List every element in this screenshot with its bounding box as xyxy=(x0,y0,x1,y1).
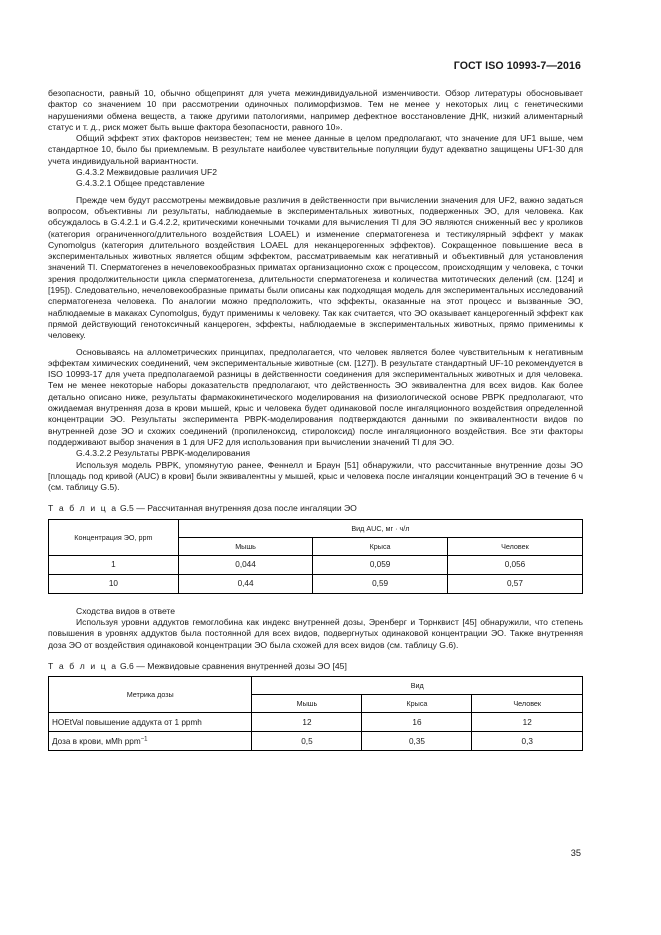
table-header-mouse: Мышь xyxy=(252,695,362,713)
section-heading: G.4.3.2.2 Результаты PBPK-моделирования xyxy=(76,448,251,459)
section-heading: G.4.3.2 Межвидовые различия UF2 xyxy=(76,167,218,178)
table-cell: 0,57 xyxy=(447,574,582,593)
table-cell: 16 xyxy=(362,713,472,732)
document-standard-header: ГОСТ ISO 10993-7—2016 xyxy=(453,60,581,72)
paragraph: безопасности, равный 10, обычно общепринят для учета межиндивидуальной изменчивости. Обзор литературы обосновывает фактор со значением 10 при рассмотрении одиночных полиморфизмов. Тем не менее у некоторых лиц с генетическими нарушениями обмена веществ, а также другими патологиями, например дефектное восстановление ДНК, низкий алиментарный статус и т. д., риск может быть выше фактора безопасности, равного 10». xyxy=(48,88,583,132)
table-cell: 0,056 xyxy=(447,555,582,574)
section-heading: Сходства видов в ответе xyxy=(76,605,176,616)
table-cell: 10 xyxy=(49,574,179,593)
table-caption-title: — Межвидовые сравнения внутренней дозы ЭО [45] xyxy=(136,660,347,671)
table-header-human: Человек xyxy=(472,695,583,713)
table-cell: 12 xyxy=(472,713,583,732)
table-row xyxy=(49,574,583,593)
table-g5 xyxy=(48,519,583,594)
table-caption-number: G.5 xyxy=(119,503,134,514)
table-header-rat: Крыса xyxy=(362,695,472,713)
table-caption-label: Т а б л и ц а xyxy=(48,503,118,514)
table-row xyxy=(49,713,583,732)
table-cell: 0,059 xyxy=(313,555,448,574)
table-cell: 0,59 xyxy=(313,574,448,593)
paragraph: Общий эффект этих факторов неизвестен; тем не менее данные в целом предполагают, что значение для UF1 выше, чем стандартное 10, было бы приемлемым. В результате наиболее чувствительные популяции будут адекватно защищены UF1-30 для учета индивидуальной вариантности. xyxy=(48,133,583,166)
paragraph: Используя уровни аддуктов гемоглобина как индекс внутренней дозы, Эренберг и Торнквист [45] обнаружили, что степень повышения в уровнях аддуктов была постоянной для всех видов, подвергнутых одинаковой концентрации ЭО. Также внутренняя доза ЭО от воздействия одинаковой концентрации ЭО была схожей для всех видов (см. таблицу G.6). xyxy=(48,616,583,650)
table-row xyxy=(49,555,583,574)
table-caption-number: G.6 xyxy=(119,660,134,671)
table-cell: HOEtVal повышение аддукта от 1 ppmh xyxy=(49,713,252,732)
dose-metric-label: Доза в крови, мMh ppm xyxy=(52,736,141,746)
table-caption-title: — Рассчитанная внутренняя доза после ингаляции ЭО xyxy=(136,503,357,514)
exponent: −1 xyxy=(140,735,148,742)
table-caption-label: Т а б л и ц а xyxy=(48,660,118,671)
table-cell: 0,35 xyxy=(362,732,472,751)
table-header-species-auc: Вид AUC, мг · ч/л xyxy=(178,519,582,537)
table-cell: 0,044 xyxy=(178,555,313,574)
table-cell: 0,44 xyxy=(178,574,313,593)
table-caption xyxy=(48,503,583,514)
table-g6 xyxy=(48,676,583,751)
table-caption xyxy=(48,661,583,672)
paragraph: Используя модель PBPK, упомянутую ранее, Феннелл и Браун [51] обнаружили, что рассчитанные внутренние дозы ЭО [площадь под кривой (AUC) в крови] были эквивалентны у мышей, крыс и человека после ингаляции концентраций ЭО в течение 6 ч (см. таблицу G.5). xyxy=(48,459,583,493)
table-row xyxy=(49,732,583,751)
table-header-human: Человек xyxy=(447,537,582,555)
table-header-mouse: Мышь xyxy=(178,537,313,555)
table-cell: 0,3 xyxy=(472,732,583,751)
table-cell: 0,5 xyxy=(252,732,362,751)
section-heading: G.4.3.2.1 Общее представление xyxy=(76,178,205,189)
table-header-concentration: Концентрация ЭО, ppm xyxy=(49,519,179,555)
paragraph: Основываясь на аллометрических принципах, предполагается, что человек является более чувствительным к негативным эффектам химических соединений, чем экспериментальные животные (см. [127]). В результате стандартный UF-10 рекомендуется в ISO 10993-17 для учета предполагаемой разницы в действенности соединения для экспериментальных животных и для человека. Тем не менее некоторые наборы доказательств предполагают, что действенность ЭО эквивалентна для всех видов. Как более детально описано ниже, результаты фармакокинетического моделирования на физиологической основе PBPK предполагают, что ожидаемая внутренняя доза в крови мышей, крыс и человека будет одинаковой после ингаляционного воздействия определенной концентрации ЭО. Результаты эксперимента PBPK-моделирования подтверждаются данными по эквивалентности видов по внутренней дозе ЭО и схожих соединений (пропиленоксид, стиролоксид) после ингаляционного воздействия. Все эти факторы поддерживают выбор значения в 1 для UF2 для использования при вычислении значений TI для ЭО. xyxy=(48,346,583,447)
paragraph: Прежде чем будут рассмотрены межвидовые различия в действенности при вычислении значения для UF2, важно задаться вопросом, объективны ли результаты, наблюдаемые в экспериментальных животных, подверженных ЭО, для человека. Как обсуждалось в G.4.2.1 и G.4.2.2, критическими конечными точками для вычисления TI для ЭО являются сниженный вес у кроликов (категория ограниченного/длительного воздействия LOAEL) и изменение сперматогенеза и тестикулярный эффект у макак Cynomolgus (категория длительного воздействия LOAEL для неканцерогенных эффектов). Сокращенное повышение веса в экспериментальных животных является общим эффектом, рассматриваемым как негативный и объективный для установления значений TI. Сперматогенез в нечеловекообразных приматах организационно схож с процессом, происходящим у человека, с точки зрения продолжительности цикла сперматогенеза, длительности сперматогенеза и количества митотических делений (см. [124] и [195]). Следовательно, нечеловекообразные приматы были описаны как подходящая модель для экспериментальных исследований сперматогенеза человека. По аналогии можно предположить, что эффекты, оказанные на этот процесс и вызванные ЭО, наблюдаемые в макаках Cynomolgus, будут применимы к человеку. Так как считается, что ЭО оказывает канцерогенный эффект как прямой действующий генотоксичный канцероген, эффекты, наблюдаемые в экспериментальных животных, прямо применимы к человеку. xyxy=(48,194,583,341)
table-header-dose-metric: Метрика дозы xyxy=(49,677,252,713)
table-cell: 12 xyxy=(252,713,362,732)
page-content xyxy=(48,88,583,751)
table-cell: 1 xyxy=(49,555,179,574)
page-number: 35 xyxy=(570,848,581,858)
table-cell xyxy=(49,732,252,751)
table-header-species: Вид xyxy=(252,677,583,695)
table-header-rat: Крыса xyxy=(313,537,448,555)
